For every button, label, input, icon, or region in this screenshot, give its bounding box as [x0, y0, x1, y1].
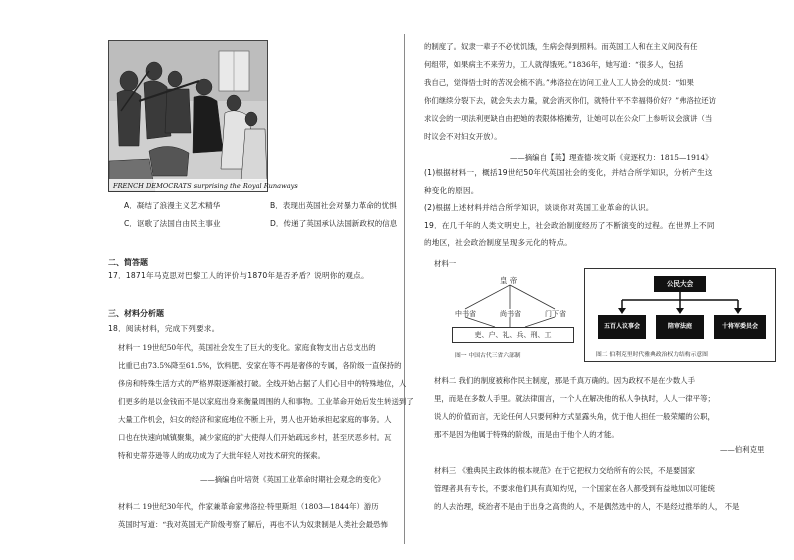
- material-line: 求议会的一项法利更缺自由把她的表限体格摊劳，让她可以在公众厂上参听议会演讲（当: [424, 114, 713, 123]
- fig1-chancellery: 门下省: [545, 310, 566, 318]
- option-a[interactable]: A．凝结了浪漫主义艺术精华: [124, 201, 221, 210]
- material-line: 材料二 19世纪30年代，作家兼革命家弗洛拉·特里斯坦（1803—1844年）游历: [118, 502, 379, 511]
- material-line: 大量工作机会，妇女的经济和家庭地位不断上升，男人也开始承担起家庭的事务。人: [118, 415, 392, 424]
- material-line: 那不是因为他属于特殊的阶级，而是由于他个人的才能。: [434, 430, 619, 439]
- q18-material-1-source: ——摘编自叶培贤《英国工业革命时期社会观念的变化》: [200, 475, 385, 484]
- fig2-ten-generals: 十将军委员会: [714, 315, 766, 339]
- fig1-connectors: [440, 283, 580, 333]
- q18-material-2-continued: [424, 38, 716, 146]
- q18-sub-1: [424, 164, 715, 252]
- q18-sub-1-line2: 种变化的原因。: [424, 185, 479, 195]
- fig1-department-of-state: 尚书省: [500, 310, 521, 318]
- option-c[interactable]: C．讴歌了法国自由民主事业: [124, 219, 221, 228]
- material-line: 材料二 我们的制度被称作民主制度，那是千真万确的。因为政权不是在少数人手: [434, 376, 696, 385]
- material-line: 比重已由73.5%降至61.5%，饮料肥、安家在等不再是奢侈的专属，各阶级一直保持的: [118, 361, 402, 370]
- fig1-six-ministries: 吏、户、礼、兵、刑、工: [452, 327, 574, 343]
- question-19-line1: 19．在几千年的人类文明史上，社会政治制度经历了不断演变的过程。在世界上不同: [424, 220, 715, 230]
- material-line: 英国时写道：“我对英国无产阶级考察了解后，再也不认为奴隶制是人类社会最恐怖: [118, 520, 388, 529]
- material-line: 材料三 《雅典民主政体的根本规范》在于它把权力交给所有的公民，不是要国家: [434, 466, 696, 475]
- engraving-illustration: [109, 41, 298, 191]
- question-18-intro: 18．阅读材料，完成下列要求。: [108, 324, 220, 333]
- material-line: 侈房和特殊生活方式的严格界限逐渐被打破。全线开始占据了人们心目中的特殊地位，人: [118, 379, 407, 388]
- fig1-caption: 图一 中国古代三省六部制: [455, 353, 521, 359]
- material-line: 你们继续分裂下去，就会失去力量，就会消灭你们，就特什平不幸福得价好？”弗洛拉还访: [424, 96, 717, 105]
- fig2-assembly: 公民大会: [654, 276, 706, 292]
- fig2-jury-court: 陪审法庭: [656, 315, 704, 339]
- material-line: 说人的价值而言，无论任何人只要何种方式显露头角，优于他人担任一般荣耀的公职，: [434, 412, 715, 421]
- column-divider: [404, 34, 405, 544]
- question-17: 17．1871年马克思对巴黎工人的评价与1870年是否矛盾？说明你的观点。: [108, 271, 369, 280]
- question-19-line2: 的地区，社会政治制度呈现多元化的特点。: [424, 238, 573, 247]
- material-line: 们更多的是以金钱而不是以家庭出身来衡量周围的人和事物。工业革命开始后发生转送到了: [118, 397, 414, 406]
- fig2-council-500: 五百人议事会: [598, 315, 646, 339]
- q18-sub-2: (2)根据上述材料并结合所学知识，谈谈你对英国工业革命的认识。: [424, 203, 654, 212]
- material-line: 时议会不对妇女开放）。: [424, 132, 502, 141]
- option-d[interactable]: D．传递了英国承认法国新政权的信息: [270, 219, 398, 228]
- fig1-secretariat: 中书省: [455, 310, 476, 318]
- material-line: 材料一 19世纪50年代，英国社会发生了巨大的变化。家庭食物支出占总支出的: [118, 343, 376, 352]
- fig2-caption: 图二 伯利克里时代雅典政治权力结构示意图: [596, 352, 708, 358]
- q19-material-2: [434, 372, 715, 444]
- section-3-heading: 三、材料分析题: [108, 309, 164, 318]
- fig2-arrows: [600, 292, 760, 314]
- q18-material-2-source: ——摘编自【英】理查德·埃文斯《竞逐权力：1815—1914》: [510, 153, 713, 162]
- material-line: 何组带，如果病主不来劳力，工人就得饿死。”1836年，她写道：“很多人，包括: [424, 60, 684, 69]
- q18-sub-1-line1: (1)根据材料一，概括19世纪50年代英国社会的变化，并结合所学知识，分析产生这: [424, 168, 713, 177]
- q19-material-3: [434, 462, 739, 516]
- section-2-heading: 二、简答题: [108, 258, 148, 267]
- option-b[interactable]: B．表现出英国社会对暴力革命的忧惧: [270, 201, 397, 210]
- material-line: 特和史蒂芬逊等人的成功成为了大批年轻人对技术研究的探索。: [118, 451, 325, 460]
- material-line: 我自己，觉得悟士时的苦况会梳不消。”弗洛拉在访问工业人工人协会的成员：“如果: [424, 78, 694, 87]
- q19-material-1-label: 材料一: [434, 259, 457, 268]
- material-line: 口也在快速向城镇聚集，减少家庭的扩大使得人们开始疏远乡村，甚至厌恶乡村。瓦: [118, 433, 392, 442]
- material-line: 管理者具有专长，不要求他们具有真知灼见，一个国家在各人都受到有益地加以可能统: [434, 484, 715, 493]
- q18-material-2: [118, 498, 388, 534]
- q18-material-1: [118, 339, 414, 465]
- material-line: 里，而是在多数人手里。就法律面言，一个人在解决他的私人争执时，人人一律平等；: [434, 394, 715, 403]
- engraving-caption: FRENCH DEMOCRATS surprising the Royal Runaways: [113, 182, 298, 190]
- historical-engraving-image: [108, 40, 298, 192]
- material-line: 的制度了。奴隶一辈子不必忧饥饿，生病会得到照料。而英国工人和在主义间没有任: [424, 42, 698, 51]
- q19-material-2-source: ——伯利克里: [720, 445, 765, 454]
- fig1-emperor: 皇 帝: [500, 276, 518, 285]
- material-line: 的人去治理，统治者不是由于出身之高贵的人，不是偶然选中的人，不是经过推举的人， 不是: [434, 502, 740, 511]
